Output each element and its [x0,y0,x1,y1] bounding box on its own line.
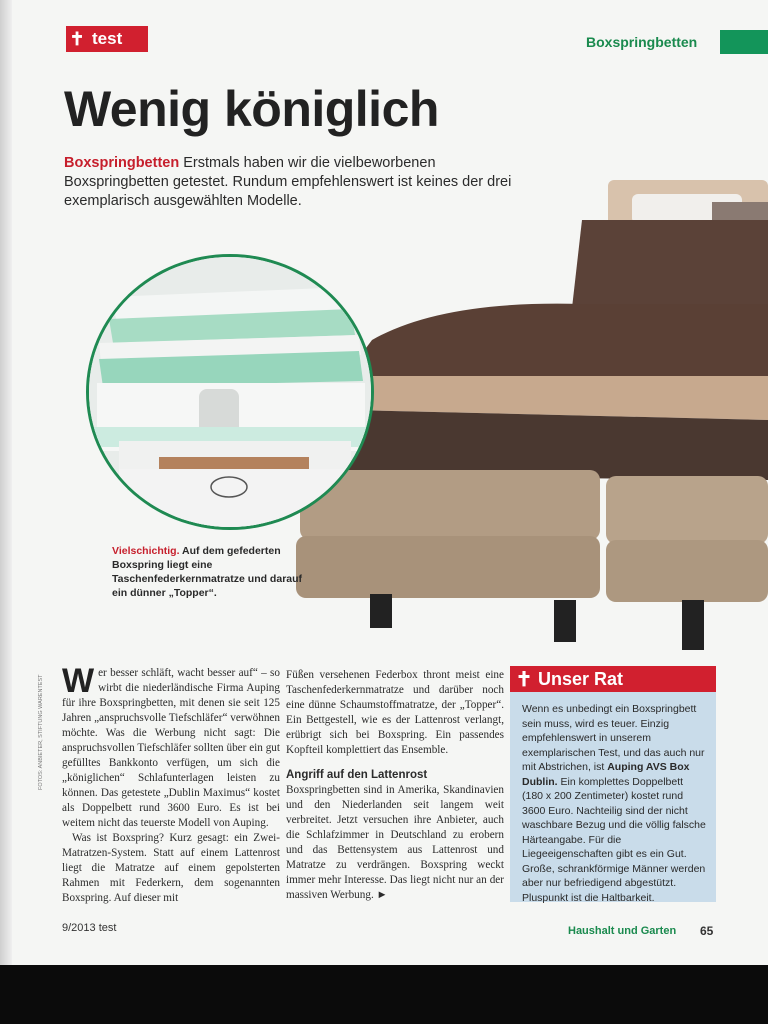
page-title: Wenig königlich [64,81,439,137]
advice-box-header [510,666,716,692]
boxspring-right-lower [606,540,768,602]
duvet [342,304,768,380]
issue-label: 9/2013 test [62,922,117,934]
article-text: er besser schläft, wacht besser auf“ – so wirbt die niederländische Firma Auping für ihre Boxspringbetten, mit denen sie seit 125 Jahren „anspruchsvolle Tiefschläfer“ verwöhnen möchte. Was die Werbung nicht sagt: Die anspruchsvollen Tiefschläfer sollten über ein gut gefülltes Bankkonto verfügen, um sich die „königlichen“ Schlafunterlagen leisten zu können. Das getestete „Dublin Maximus“ kostet als Doppelbett rund 3600 Euro. Es ist bei weitem nicht das teuerste Modell von Auping. [62,667,280,829]
test-logo-mark-icon: ✝ [515,668,533,691]
section-color-bar [720,30,768,54]
bed-foot [370,594,392,628]
lead-text: Erstmals haben wir die vielbeworbenen Boxspringbetten getestet. Rundum empfehlenswert ist keines der drei exemplarisch ausgewählten Modelle. [64,155,512,209]
boxspring-right-upper [606,476,768,544]
drop-cap: W [62,662,95,700]
boxspring-left-upper [300,470,600,540]
magazine-page [12,0,768,965]
footer-section: Haushalt und Garten [568,925,677,937]
bed-foot [682,600,704,650]
advice-product-name: Auping AVS Box Dublin. [522,761,690,788]
page-gutter [0,0,12,965]
test-logo-mark-icon: ✝ [69,28,85,49]
article-text: Füßen versehenen Federbox thront meist eine Taschenfederkernmatratze und darüber noch eine dünne Schaumstoffmatratze, der „Topper“. Ein Bettgestell, wie es der Lattenrost verlangt, erübrigt sich bei Boxspring. Ein passendes Kopfteil komplettiert das Ensemble. [286,669,504,756]
bed-foot [554,600,576,642]
article-column-1 [62,662,280,906]
article-text: Was ist Boxspring? Kurz gesagt: ein Zwei-Matratzen-System. Statt auf einem Lattenrost liegt die Matratze auf einem gepolsterten Rahmen mit Federkern, dem sogenannten Boxspring. Auf dieser mit [62,832,280,904]
caption-text: Auf dem gefederten Boxspring liegt eine Taschenfederkernmatratze und darauf ein dünner „Topper“. [112,545,303,599]
photo-credit: FOTOS: ANBIETER, STIFTUNG WARENTEST [38,674,44,790]
advice-box-title: Unser Rat [538,668,624,689]
caption-keyword: Vielschichtig. [112,545,180,557]
lead-keyword: Boxspringbetten [64,155,180,171]
section-title: Boxspringbetten [586,34,698,50]
advice-box [510,666,716,902]
boxspring-left-lower [296,536,600,598]
pillow-brown [572,220,768,308]
test-logo [66,26,148,52]
article-subheading: Angriff auf den Lattenrost [286,769,428,781]
article-column-2 [286,668,504,903]
advice-text: Ein komplettes Doppelbett (180 x 200 Zentimeter) kostet rund 3600 Euro. Nachteilig sind der nicht waschbare Bezug und die völlig falsche Härteangabe. Für die Liegeeigenschaften gibt es ein Gut. Große, schrankförmige Männer werden aber nur befriedigend abgestützt. Pluspunkt ist die Haltbarkeit. [522,775,706,904]
article-text: Boxspringbetten sind in Amerika, Skandinavien und den Niederlanden seit langem weit verbreitet. Jetzt versuchen ihre Anbieter, auch die Schlafzimmer in Deutschland zu erobern und das Bettensystem aus Lattenrost und Matratze zu verdrängen. Boxspring weckt immer mehr Interesse. Das liegt nicht nur an der massiven Werbung. ► [286,784,504,901]
mattress-layers-detail-image [86,254,374,530]
logo-text: test [92,29,123,48]
page-number: 65 [700,924,714,938]
mattress [348,410,768,480]
advice-text: Wenn es unbedingt ein Boxspringbett sein muss, wird es teuer. Einzig empfehlenswert in unserem exemplarischen Test, und das auch nur mit Abstrichen, ist [522,703,705,773]
image-caption [112,544,312,600]
advice-box-text [522,702,706,905]
